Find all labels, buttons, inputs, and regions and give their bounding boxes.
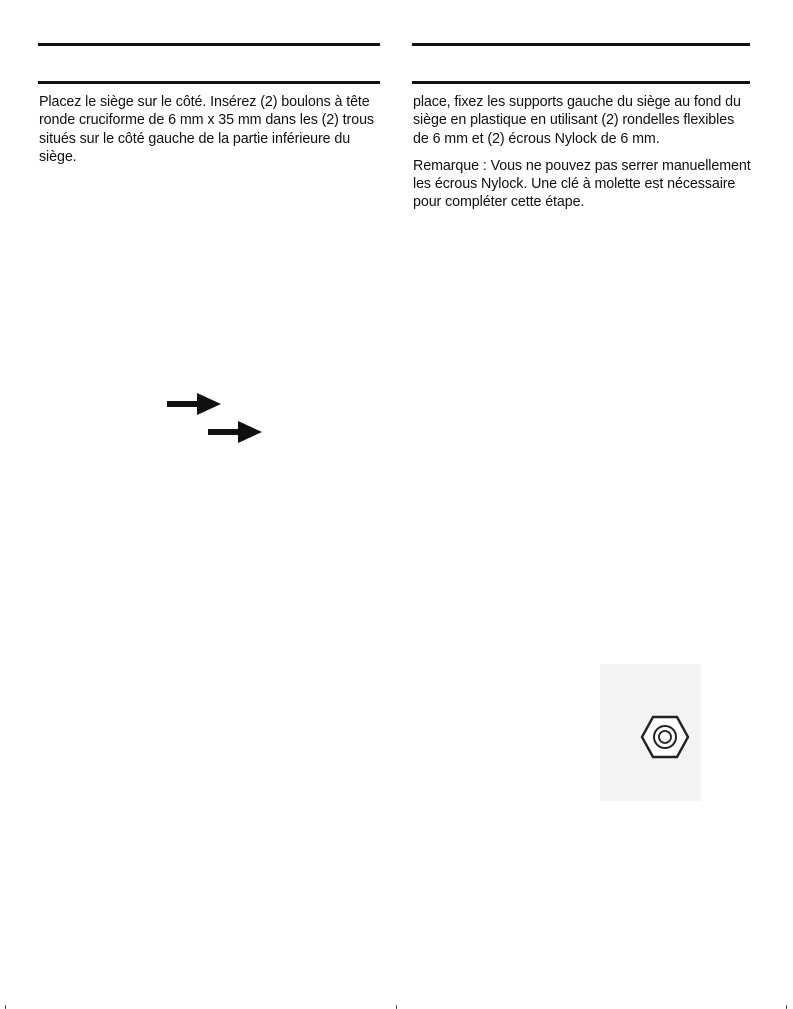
left-section-rule (38, 81, 380, 84)
crop-mark (5, 1005, 6, 1009)
crop-mark (786, 1005, 787, 1009)
crop-mark (396, 1005, 397, 1009)
left-top-rule (38, 43, 380, 46)
hex-nut-icon (640, 714, 690, 760)
right-column (413, 93, 753, 212)
right-instruction-text: place, fixez les supports gauche du siège au fond du siège en plastique en utilisant (2) rondelles flexibles de 6 mm et (2) écrous Nylock de 6 mm. (413, 94, 741, 147)
right-section-rule (412, 81, 750, 84)
right-arrow-icon (208, 419, 264, 445)
left-instruction-text: Placez le siège sur le côté. Insérez (2) boulons à tête ronde cruciforme de 6 mm x 35 mm dans les (2) trous situés sur le côté gauche de la partie inférieure du siège. (39, 94, 374, 165)
right-arrow-icon (167, 391, 223, 417)
left-column (39, 93, 384, 166)
right-top-rule (412, 43, 750, 46)
remark-text: Remarque : Vous ne pouvez pas serrer manuellement les écrous Nylock. Une clé à molette est nécessaire pour compléter cette étape. (413, 157, 751, 211)
